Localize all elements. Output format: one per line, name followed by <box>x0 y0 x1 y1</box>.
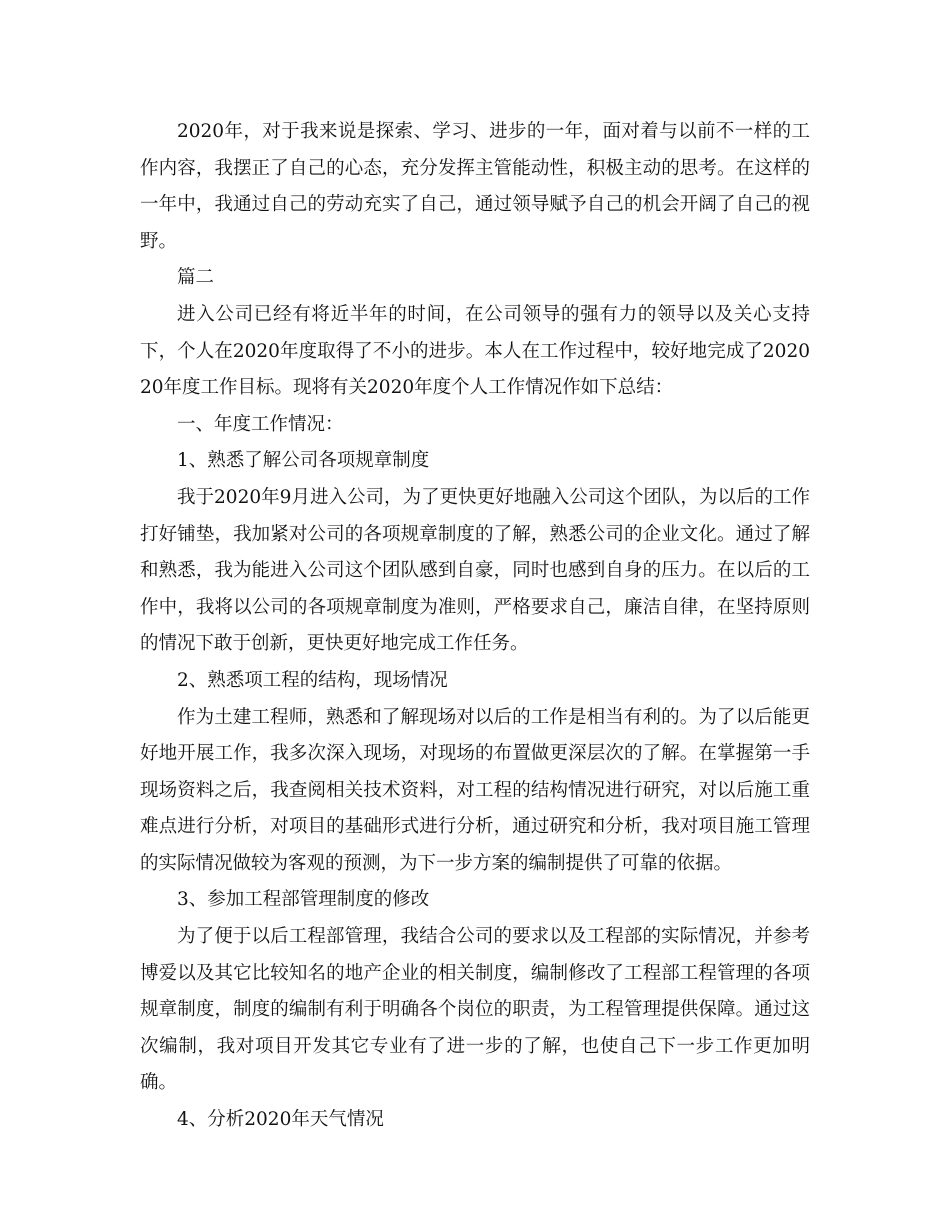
item-1-paragraph: 我于2020年9月进入公司，为了更快更好地融入公司这个团队，为以后的工作打好铺垫，我加紧对公司的各项规章制度的了解，熟悉公司的企业文化。通过了解和熟悉，我为能进入公司这个团队感到自豪，同时也感到自身的压力。在以后的工作中，我将以公司的各项规章制度为准则，严格要求自己，廉洁自律，在坚持原则的情况下敢于创新，更快更好地完成工作任务。 <box>140 486 810 655</box>
section-title-part-two: 篇二 <box>177 267 215 289</box>
heading-item-1: 1、熟悉了解公司各项规章制度 <box>177 450 430 472</box>
heading-annual-work: 一、年度工作情况： <box>177 413 344 435</box>
part-two-intro-paragraph: 进入公司已经有将近半年的时间，在公司领导的强有力的领导以及关心支持下，个人在2020年度取得了不小的进步。本人在工作过程中，较好地完成了202020年度工作目标。现将有关2020年度个人工作情况作如下总结： <box>140 303 810 399</box>
item-2-paragraph: 作为土建工程师，熟悉和了解现场对以后的工作是相当有利的。为了以后能更好地开展工作，我多次深入现场，对现场的布置做更深层次的了解。在掌握第一手现场资料之后，我查阅相关技术资料，对工程的结构情况进行研究，对以后施工重难点进行分析，对项目的基础形式进行分析，通过研究和分析，我对项目施工管理的实际情况做较为客观的预测，为下一步方案的编制提供了可靠的依据。 <box>140 706 810 874</box>
item-3-paragraph: 为了便于以后工程部管理，我结合公司的要求以及工程部的实际情况，并参考博爱以及其它比较知名的地产企业的相关制度，编制修改了工程部工程管理的各项规章制度，制度的编制有利于明确各个岗位的职责，为工程管理提供保障。通过这次编制，我对项目开发其它专业有了进一步的了解，也使自己下一步工作更加明确。 <box>140 926 810 1094</box>
heading-item-2: 2、熟悉项工程的结构，现场情况 <box>177 669 448 691</box>
heading-item-4: 4、分析2020年天气情况 <box>177 1109 384 1131</box>
intro-paragraph: 2020年，对于我来说是探索、学习、进步的一年，面对着与以前不一样的工作内容，我摆正了自己的心态，充分发挥主管能动性，积极主动的思考。在这样的一年中，我通过自己的劳动充实了自己，通过领导赋予自己的机会开阔了自己的视野。 <box>140 121 810 252</box>
heading-item-3: 3、参加工程部管理制度的修改 <box>177 889 430 911</box>
